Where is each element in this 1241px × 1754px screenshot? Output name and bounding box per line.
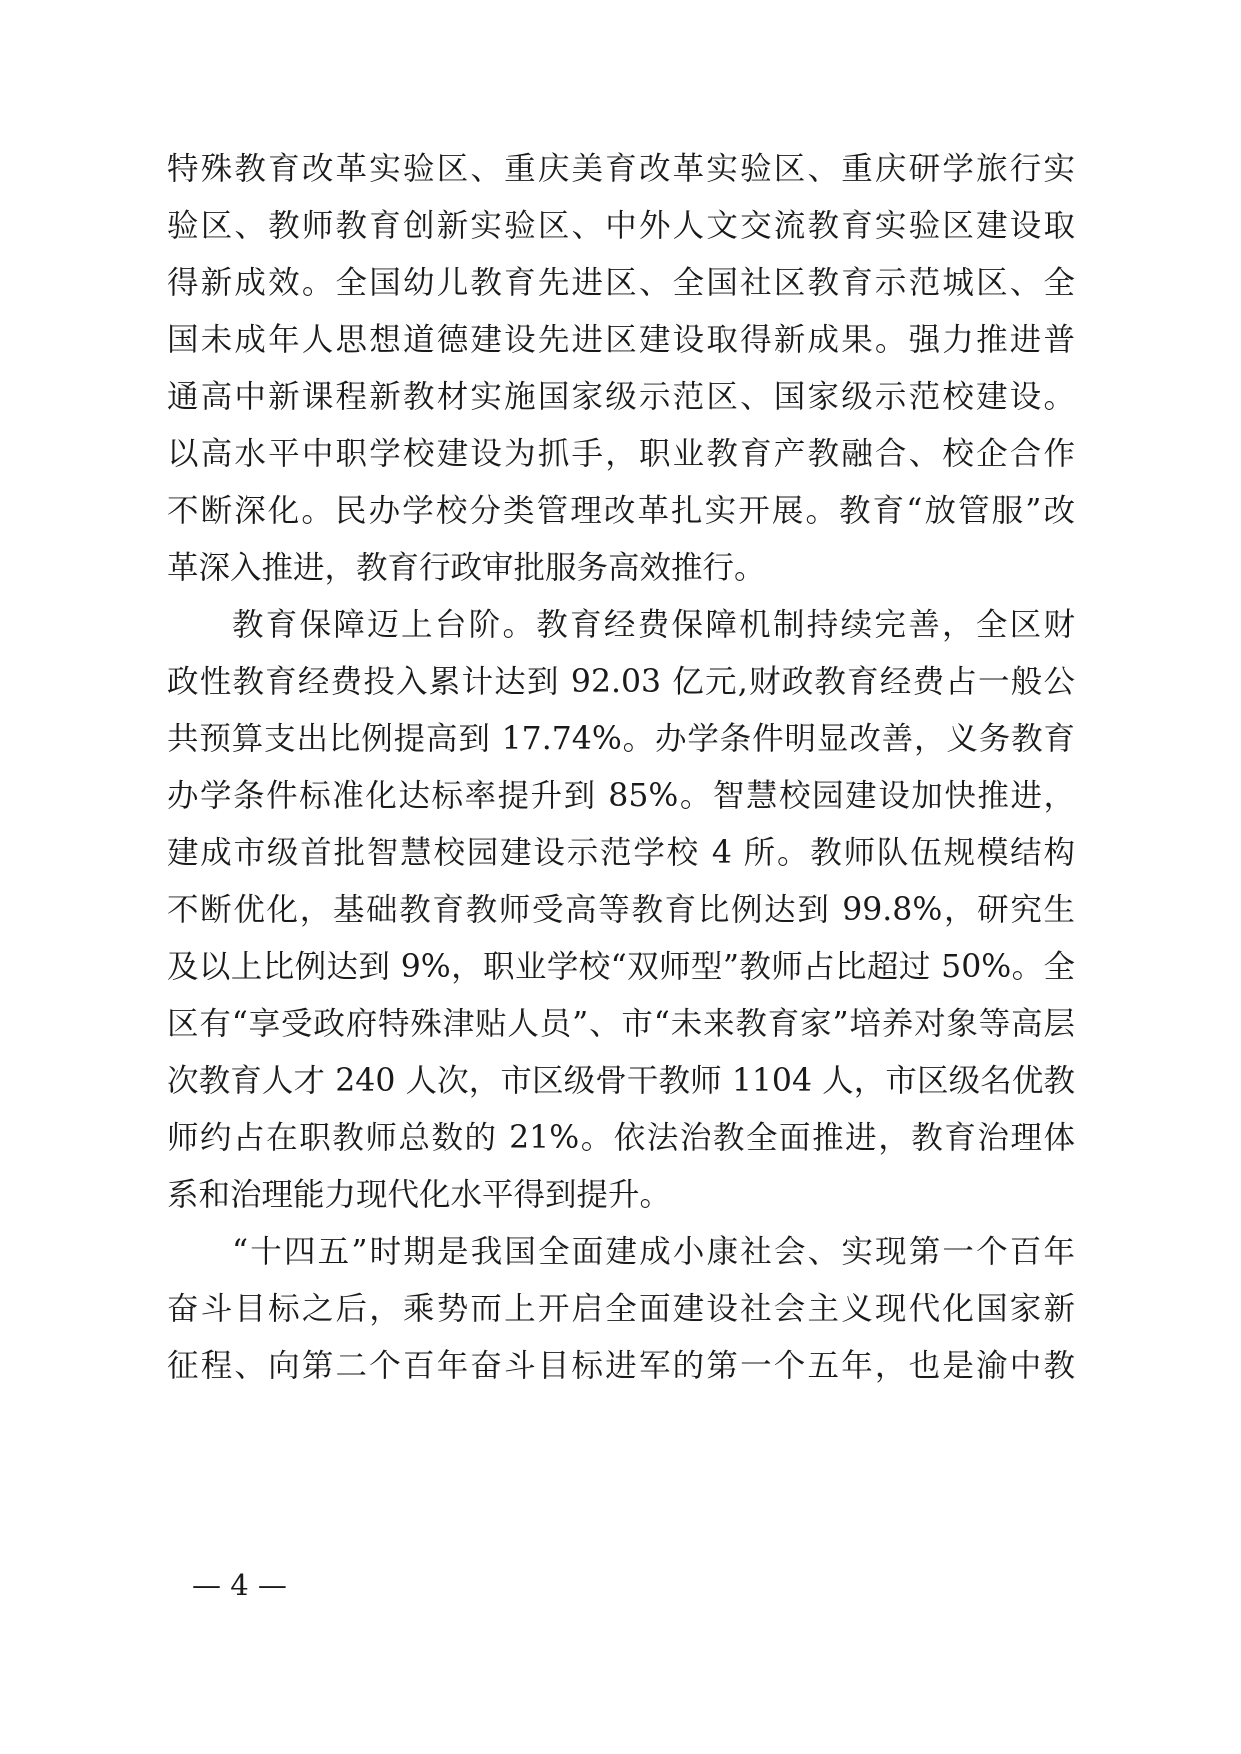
paragraph-start-line: “十四五”时期是我国全面建成小康社会、实现第一个百年 [232, 1234, 1075, 1270]
text-line: 国未成年人思想道德建设先进区建设取得新成果。强力推进普 [167, 322, 1075, 358]
text-line: 师约占在职教师总数的 21%。依法治教全面推进，教育治理体 [167, 1120, 1075, 1156]
text-line: 奋斗目标之后，乘势而上开启全面建设社会主义现代化国家新 [167, 1291, 1075, 1327]
text-line: 建成市级首批智慧校园建设示范学校 4 所。教师队伍规模结构 [167, 835, 1075, 871]
text-line: 区有“享受政府特殊津贴人员”、市“未来教育家”培养对象等高层 [167, 1006, 1075, 1042]
text-line: 得新成效。全国幼儿教育先进区、全国社区教育示范城区、全 [167, 265, 1075, 301]
page-number: — 4 — [192, 1568, 287, 1602]
text-line: 共预算支出比例提高到 17.74%。办学条件明显改善，义务教育 [167, 721, 1075, 757]
text-line: 通高中新课程新教材实施国家级示范区、国家级示范校建设。 [167, 379, 1075, 415]
text-line: 及以上比例达到 9%，职业学校“双师型”教师占比超过 50%。全 [167, 949, 1075, 985]
text-line: 革深入推进，教育行政审批服务高效推行。 [167, 550, 766, 586]
text-line: 验区、教师教育创新实验区、中外人文交流教育实验区建设取 [167, 208, 1075, 244]
text-line: 不断优化，基础教育教师受高等教育比例达到 99.8%，研究生 [167, 892, 1075, 928]
text-line: 征程、向第二个百年奋斗目标进军的第一个五年，也是渝中教 [167, 1348, 1075, 1384]
text-line: 政性教育经费投入累计达到 92.03 亿元,财政教育经费占一般公 [167, 664, 1075, 700]
text-line: 以高水平中职学校建设为抓手，职业教育产教融合、校企合作 [167, 436, 1075, 472]
text-line: 不断深化。民办学校分类管理改革扎实开展。教育“放管服”改 [167, 493, 1075, 529]
text-line: 办学条件标准化达标率提升到 85%。智慧校园建设加快推进， [167, 778, 1075, 814]
text-line: 次教育人才 240 人次，市区级骨干教师 1104 人，市区级名优教 [167, 1063, 1075, 1099]
text-line: 特殊教育改革实验区、重庆美育改革实验区、重庆研学旅行实 [167, 151, 1075, 187]
paragraph-start-line: 教育保障迈上台阶。教育经费保障机制持续完善，全区财 [232, 607, 1075, 643]
text-line: 系和治理能力现代化水平得到提升。 [167, 1177, 672, 1213]
